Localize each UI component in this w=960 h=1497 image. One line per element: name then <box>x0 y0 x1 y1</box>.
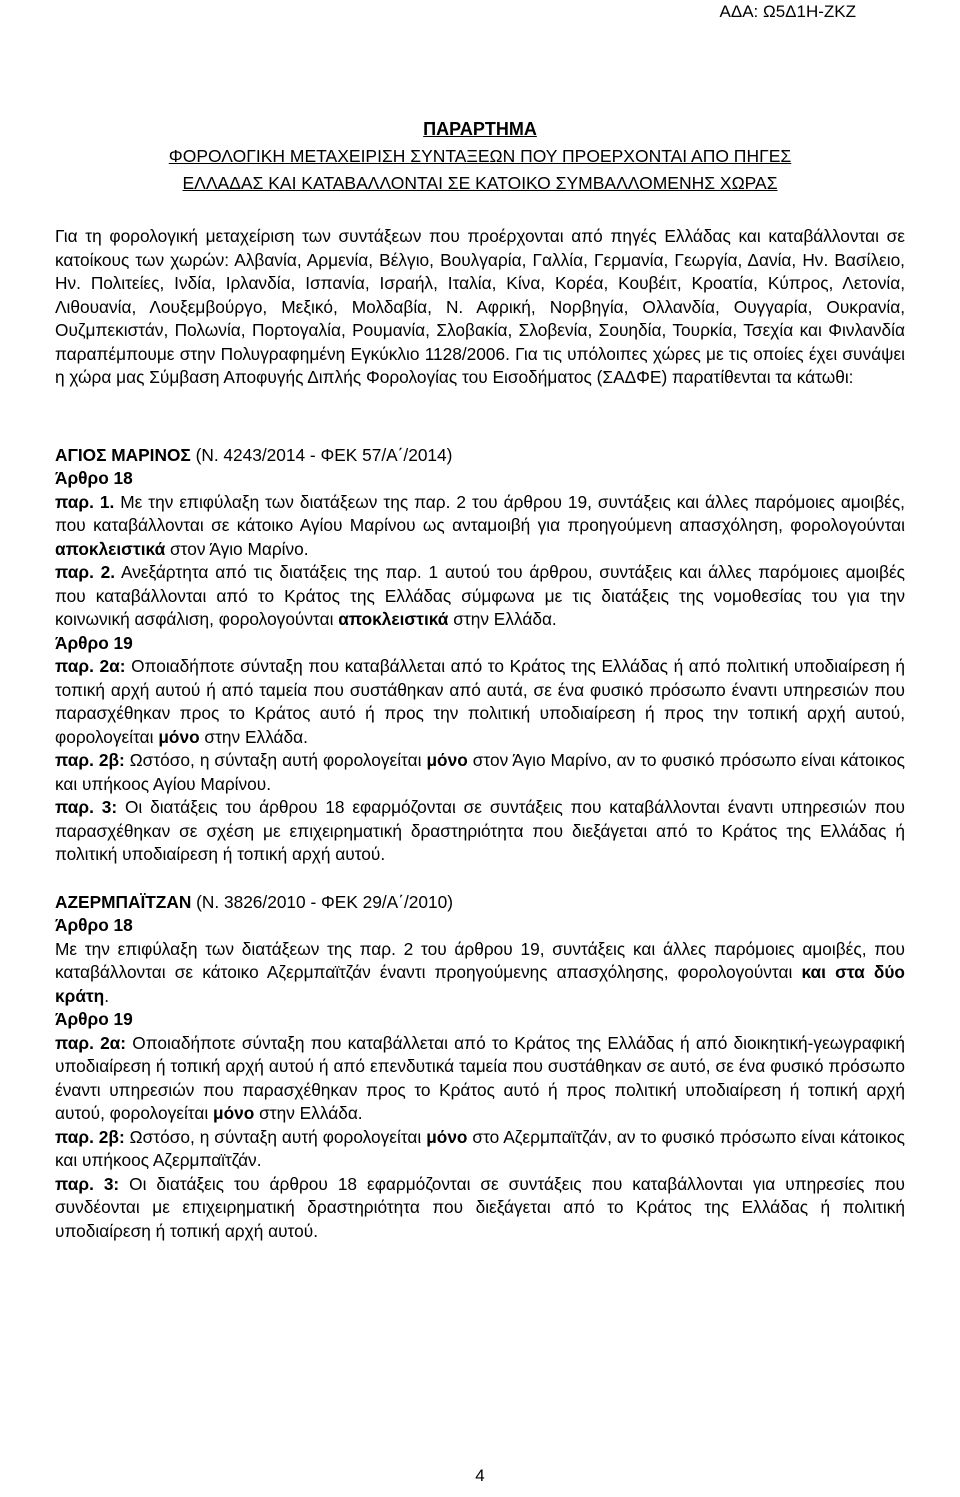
paragraph-label: παρ. 2β: <box>55 1126 125 1147</box>
page-number: 4 <box>475 1466 485 1485</box>
paragraph-label: παρ. 1. <box>55 491 115 512</box>
section-azerbaijan <box>55 891 905 1244</box>
ada-code: ΑΔΑ: Ω5Δ1Η-ΖΚΖ <box>719 2 856 21</box>
paragraph: παρ. 2β: Ωστόσο, η σύνταξη αυτή φορολογείται μόνο στο Αζερμπαϊτζάν, αν το φυσικό πρόσωπο είναι κάτοικος και υπήκοος Αζερμπαϊτζάν. <box>55 1126 905 1170</box>
annex-subtitle-line2: ΕΛΛΑΔΑΣ ΚΑΙ ΚΑΤΑΒΑΛΛΟΝΤΑΙ ΣΕ ΚΑΤΟΙΚΟ ΣΥΜΒΑΛΛΟΜΕΝΗΣ ΧΩΡΑΣ <box>182 173 778 193</box>
paragraph-label: παρ. 2β: <box>55 750 125 770</box>
title-block <box>55 116 905 197</box>
annex-title: ΠΑΡΑΡΤΗΜΑ <box>423 119 537 139</box>
country-heading <box>55 891 905 915</box>
paragraph: παρ. 2α: Οποιαδήποτε σύνταξη που καταβάλλεται από το Κράτος της Ελλάδας ή από διοικητική-γεωγραφική υποδιαίρεση ή τοπική αρχή αυτού ή από επενδυτικά ταμεία που συστάθηκαν σε αυτό, σε ένα φυσικό πρόσωπο έναντι υπηρεσιών που παρασχέθηκαν προς το Κράτος αυτό ή προς πολιτική υποδιαίρεση ή τοπική αρχή αυτού, φορολογείται μόνο στην Ελλάδα. <box>55 1032 905 1123</box>
section-san-marino <box>55 444 905 867</box>
article-heading: Άρθρο 19 <box>55 632 133 653</box>
paragraph-label: παρ. 2α: <box>55 656 126 676</box>
paragraph: παρ. 2α: Οποιαδήποτε σύνταξη που καταβάλλεται από το Κράτος της Ελλάδας ή από πολιτική υποδιαίρεση ή τοπική αρχή αυτού ή από ταμεία που συστάθηκαν από αυτά, σε ένα φυσικό πρόσωπο έναντι υπηρεσιών που παρασχέθηκαν προς το Κράτος αυτό ή προς την πολιτική υποδιαίρεση ή προς την τοπική αρχή αυτού, φορολογείται μόνο στην Ελλάδα. <box>55 656 905 747</box>
paragraph: παρ. 1. Με την επιφύλαξη των διατάξεων της παρ. 2 του άρθρου 19, συντάξεις και άλλες παρόμοιες αμοιβές, που καταβάλλονται σε κάτοικο Αγίου Μαρίνου ως ανταμοιβή για προηγούμενη απασχόληση, φορολογούνται αποκλειστικά στον Άγιο Μαρίνο. <box>55 491 905 559</box>
paragraph-label: παρ. 3: <box>55 797 118 817</box>
country-name: ΑΖΕΡΜΠΑΪΤΖΑΝ <box>55 891 192 912</box>
country-name: ΑΓΙΟΣ ΜΑΡΙΝΟΣ <box>55 444 191 465</box>
law-reference: (Ν. 4243/2014 - ΦΕΚ 57/Α΄/2014) <box>190 444 453 465</box>
paragraph: παρ. 2. Ανεξάρτητα από τις διατάξεις της παρ. 1 αυτού του άρθρου, συντάξεις και άλλες παρόμοιες αμοιβές που καταβάλλονται από το Κράτος της Ελλάδας σύμφωνα με τις διατάξεις της νομοθεσίας του για την κοινωνική ασφάλιση, φορολογούνται αποκλειστικά στην Ελλάδα. <box>55 562 905 629</box>
paragraph-label: παρ. 2α: <box>55 1032 127 1053</box>
paragraph-label: παρ. 2. <box>55 562 116 582</box>
intro-paragraph: Για τη φορολογική μεταχείριση των συντάξεων που προέρχονται από πηγές Ελλάδας και καταβάλλονται σε κατοίκους των χωρών: Αλβανία, Αρμενία, Βέλγιο, Βουλγαρία, Γαλλία, Γερμανία, Γεωργία, Δανία, Ην. Βασίλειο, Ην. Πολιτείες, Ινδία, Ιρλανδία, Ισπανία, Ισραήλ, Ιταλία, Κίνα, Κορέα, Κουβέιτ, Κροατία, Κύπρος, Λετονία, Λιθουανία, Λουξεμβούργο, Μεξικό, Μολδαβία, Ν. Αφρική, Νορβηγία, Ολλανδία, Ουγγαρία, Ουκρανία, Ουζμπεκιστάν, Πολωνία, Πορτογαλία, Ρουμανία, Σλοβακία, Σλοβενία, Σουηδία, Τουρκία, Τσεχία και Φινλανδία παραπέμπουμε στην Πολυγραφημένη Εγκύκλιο 1128/2006. Για τις υπόλοιπες χώρες με τις οποίες έχει συνάψει η χώρα μας Σύμβαση Αποφυγής Διπλής Φορολογίας του Εισοδήματος (ΣΑΔΦΕ) παρατίθενται τα κάτωθι: <box>55 226 905 387</box>
paragraph: παρ. 3: Οι διατάξεις του άρθρου 18 εφαρμόζονται σε συντάξεις που καταβάλλονται έναντι υπηρεσιών που παρασχέθηκαν σε σχέση με επιχειρηματική δραστηριότητα που διεξάγεται από το Κράτος της Ελλάδας ή πολιτική υποδιαίρεση ή τοπική αρχή αυτού. <box>55 797 905 864</box>
article-heading: Άρθρο 19 <box>55 1009 133 1029</box>
country-heading <box>55 444 905 468</box>
document-body <box>55 116 905 1243</box>
law-reference: (Ν. 3826/2010 - ΦΕΚ 29/Α΄/2010) <box>191 891 453 912</box>
annex-subtitle-line1: ΦΟΡΟΛΟΓΙΚΗ ΜΕΤΑΧΕΙΡΙΣΗ ΣΥΝΤΑΞΕΩΝ ΠΟΥ ΠΡΟΕΡΧΟΝΤΑΙ ΑΠΟ ΠΗΓΕΣ <box>168 146 792 166</box>
article-heading: Άρθρο 18 <box>55 915 133 935</box>
paragraph-label: παρ. 3: <box>55 1173 120 1194</box>
paragraph: Με την επιφύλαξη των διατάξεων της παρ. 2 του άρθρου 19, συντάξεις και άλλες παρόμοιες αμοιβές, που καταβάλλονται σε κάτοικο Αζερμπαϊτζάν έναντι προηγούμενης απασχόλησης, φορολογούνται και στα δύο κράτη. <box>55 938 905 1006</box>
paragraph: παρ. 2β: Ωστόσο, η σύνταξη αυτή φορολογείται μόνο στον Άγιο Μαρίνο, αν το φυσικό πρόσωπο είναι κάτοικος και υπήκοος Αγίου Μαρίνου. <box>55 750 905 794</box>
article-heading: Άρθρο 18 <box>55 468 133 488</box>
paragraph: παρ. 3: Οι διατάξεις του άρθρου 18 εφαρμόζονται σε συντάξεις που καταβάλλονται για υπηρεσίες που συνδέονται με επιχειρηματική δραστηριότητα που διεξάγεται από το Κράτος της Ελλάδας ή πολιτική υποδιαίρεση ή τοπική αρχή αυτού. <box>55 1173 905 1241</box>
